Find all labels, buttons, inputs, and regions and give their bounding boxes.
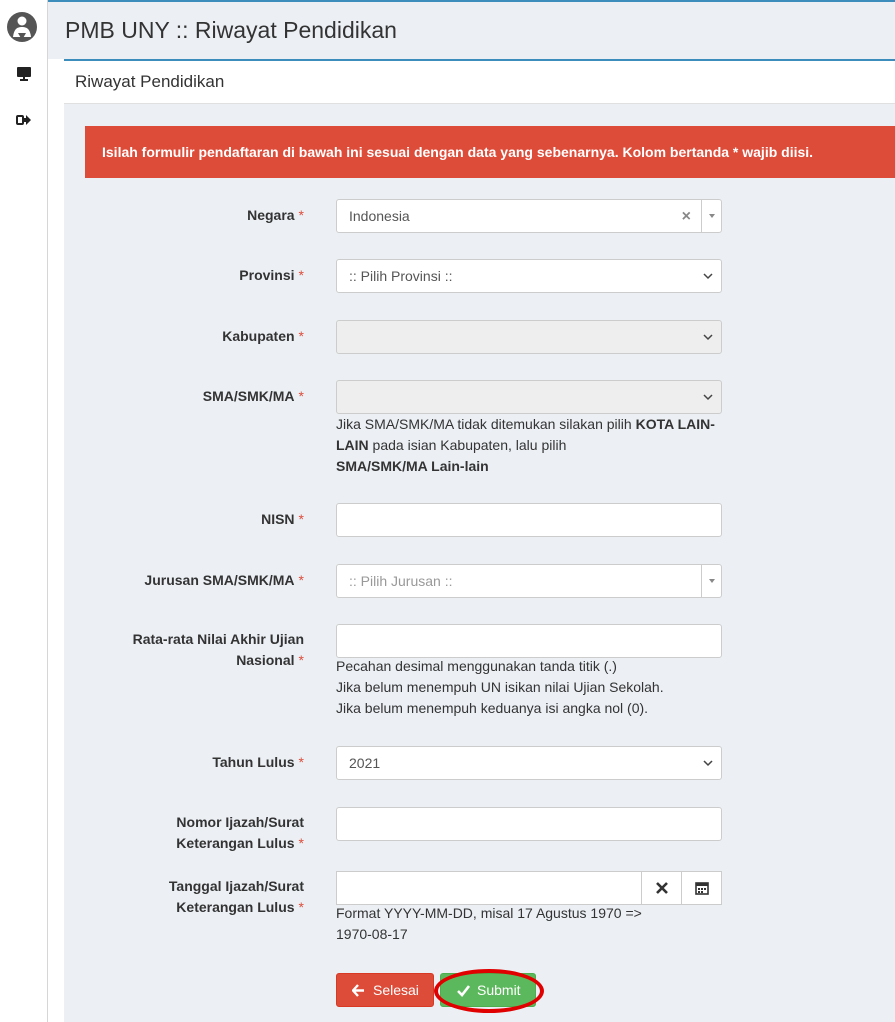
tanggal-ijazah-input[interactable] xyxy=(336,871,642,905)
box-title: Riwayat Pendidikan xyxy=(75,72,225,91)
jurusan-placeholder: :: Pilih Jurusan :: xyxy=(349,573,453,589)
tahun-lulus-select[interactable] xyxy=(336,746,722,780)
chevron-down-icon xyxy=(703,271,713,281)
check-icon xyxy=(457,984,470,997)
jurusan-select[interactable] xyxy=(336,564,722,598)
clear-icon[interactable]: × xyxy=(681,208,691,225)
tanggal-ijazah-help-text: Format YYYY-MM-DD, misal 17 Agustus 1970 => 1970-08-17 xyxy=(336,905,642,942)
sekolah-select[interactable] xyxy=(336,380,722,414)
nilai-help-text: Pecahan desimal menggunakan tanda titik (.) Jika belum menempuh UN isikan nilai Ujian Sekolah. Jika belum menempuh keduanya isi angka nol (0). xyxy=(336,658,664,716)
clear-date-button[interactable] xyxy=(641,871,682,905)
provinsi-value: :: Pilih Provinsi :: xyxy=(349,268,453,284)
negara-select[interactable] xyxy=(336,199,722,233)
nilai-input[interactable] xyxy=(336,624,722,658)
sign-out-icon[interactable] xyxy=(14,112,34,128)
close-icon xyxy=(656,882,668,894)
tanggal-ijazah-group xyxy=(336,871,722,905)
negara-value: Indonesia xyxy=(349,208,410,224)
box-body xyxy=(64,106,895,1022)
dropdown-arrow-icon[interactable] xyxy=(701,565,721,597)
logo-icon xyxy=(6,11,38,43)
calendar-icon xyxy=(695,881,709,895)
kabupaten-select[interactable] xyxy=(336,320,722,354)
submit-button[interactable]: Submit xyxy=(440,973,536,1007)
nisn-input[interactable] xyxy=(336,503,722,537)
selesai-button[interactable]: Selesai xyxy=(336,973,434,1007)
sidebar xyxy=(0,0,48,1022)
info-alert: Isilah formulir pendaftaran di bawah ini sesuai dengan data yang sebenarnya. Kolom bertanda * wajib diisi. xyxy=(85,126,895,178)
form-panel: Isilah formulir pendaftaran di bawah ini sesuai dengan data yang sebenarnya. Kolom bertanda * wajib diisi. Negara * Indonesia × Provinsi * :: Pilih Provinsi :: Kabupaten * SMA/SMK/MA * Jika SMA/SMK/MA tidak ditemukan silakan pilih KOTA LAIN-LAIN pada isian Kabupaten, lalu pilih SMA/SMK/MA Lain-lain NISN * Jurusan SMA/SMK/MA * :: Pilih Jurusan :: Rata-rata Nilai Akhir Ujian Nasional * Pecahan desimal menggunakan tanda titik (.) Jika belum menempuh UN isikan nilai Ujian Sekolah. Jika belum menempuh keduanya isi angka nol (0). Tahun Lulus * 2021 Nomor Ijazah/Surat Keterangan Lulus * Tanggal Ijazah/Surat Keterangan Lulus * Format YYYY-MM-DD, misal 17 Agustus 1970 => 1970-08-17 Selesai Submit xyxy=(64,106,895,1022)
monitor-icon[interactable] xyxy=(14,66,34,82)
box-header xyxy=(64,59,895,104)
calendar-button[interactable] xyxy=(681,871,722,905)
chevron-down-icon xyxy=(703,332,713,342)
chevron-down-icon xyxy=(703,392,713,402)
top-bar xyxy=(48,0,895,59)
chevron-down-icon xyxy=(703,758,713,768)
sekolah-help-text: Jika SMA/SMK/MA tidak ditemukan silakan pilih KOTA LAIN-LAIN pada isian Kabupaten, lalu pilih SMA/SMK/MA Lain-lain xyxy=(336,416,715,474)
nomor-ijazah-input[interactable] xyxy=(336,807,722,841)
dropdown-arrow-icon[interactable] xyxy=(701,200,721,232)
form-box xyxy=(64,59,895,1022)
arrow-left-icon xyxy=(352,984,365,997)
provinsi-select[interactable] xyxy=(336,259,722,293)
page-title: PMB UNY :: Riwayat Pendidikan xyxy=(65,17,397,43)
tahun-lulus-value: 2021 xyxy=(349,755,381,771)
